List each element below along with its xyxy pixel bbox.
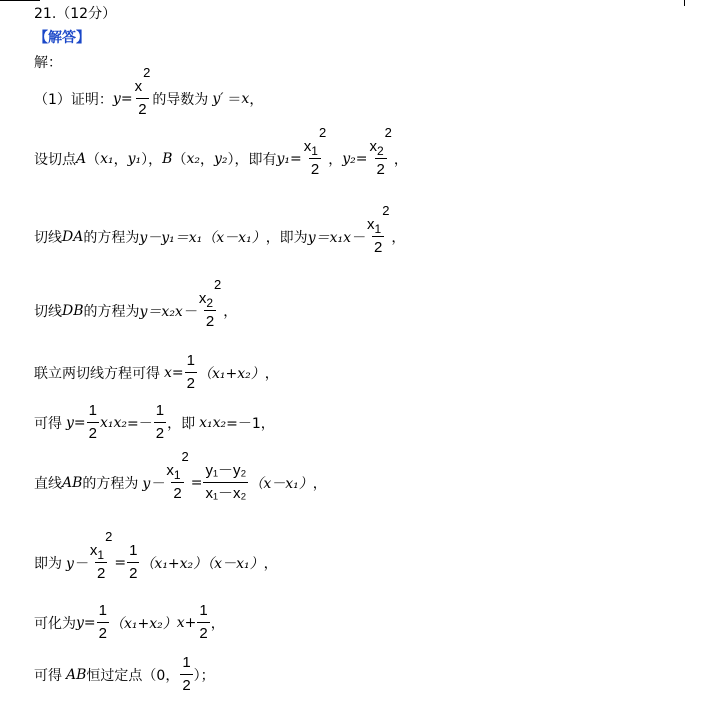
equals: = <box>290 150 302 167</box>
fraction-1-over-2 <box>97 600 109 645</box>
num-x: x <box>134 78 143 95</box>
x-plus: x+ <box>176 614 197 631</box>
paren: ）， <box>141 151 163 168</box>
comma: ， <box>210 615 225 632</box>
text: 可得 <box>34 667 62 684</box>
text: （1）证明： <box>34 91 113 108</box>
comma: ， <box>249 91 264 108</box>
num-x: x <box>198 290 207 307</box>
y1: y₁ <box>127 150 142 167</box>
segment-AB: AB <box>66 666 87 683</box>
numerator-y1-y2: y₁－y₂ <box>205 462 247 479</box>
text: ），即有 <box>227 151 277 168</box>
sub-2: 2 <box>376 144 384 158</box>
paren: （ <box>86 151 101 168</box>
comma: ， <box>391 229 406 246</box>
fraction-1-over-2 <box>185 350 197 395</box>
point-A: A <box>76 150 87 167</box>
y1: y₁ <box>276 150 291 167</box>
denominator: 2 <box>87 422 99 445</box>
line-tangent-points <box>34 125 408 181</box>
text: 可得 <box>34 415 62 432</box>
x1: x₁ <box>100 150 114 167</box>
product-expression: （x₁+x₂）（x－x₁） <box>140 555 264 572</box>
sub-1: 1 <box>374 222 382 236</box>
var-y: y <box>66 414 74 431</box>
problem-header <box>34 3 116 23</box>
line-tangent-DA <box>34 203 406 259</box>
comma: ， <box>312 475 327 492</box>
numerator: 1 <box>186 352 195 369</box>
denominator: 2 <box>171 482 183 505</box>
problem-number: 21.（12分） <box>34 6 117 22</box>
corner-rule <box>684 0 685 6</box>
var-x: x <box>164 364 172 381</box>
solution-label: 解： <box>34 55 62 71</box>
fraction-x2sq-over-2 <box>368 125 392 181</box>
sup-2: 2 <box>318 125 327 140</box>
text: 切线 <box>34 303 62 320</box>
numerator: 1 <box>129 542 138 559</box>
equation-DB: y＝x₂x－ <box>139 303 197 320</box>
line-AB-equation <box>34 449 327 505</box>
line-tangent-DB <box>34 277 238 333</box>
num-x: x <box>367 216 375 233</box>
sub-1: 1 <box>311 144 318 158</box>
numerator <box>303 125 327 158</box>
numerator <box>134 65 152 98</box>
denominator: 2 <box>204 310 216 333</box>
y2: y₂ <box>213 150 228 167</box>
sup-2: 2 <box>214 277 222 292</box>
var-y: y <box>112 90 121 107</box>
equals: = <box>171 364 184 381</box>
fraction-x1sq-over-2 <box>303 125 327 181</box>
close-paren: ）； <box>193 667 215 684</box>
numerator: 1 <box>182 654 191 671</box>
denominator: 2 <box>136 98 148 121</box>
denominator: 2 <box>197 622 209 645</box>
equals: = <box>190 474 203 491</box>
sup-2: 2 <box>143 65 151 80</box>
product-x1-x2: x₁x₂ <box>100 414 128 431</box>
text: 恒过定点（0， <box>86 667 180 684</box>
x2: x₂ <box>186 150 200 167</box>
denominator: 2 <box>372 236 384 259</box>
equals: = <box>120 90 133 107</box>
numerator: 1 <box>98 602 107 619</box>
line-product <box>34 400 275 445</box>
var-x: x <box>241 90 250 107</box>
fraction-1-over-2 <box>87 400 99 445</box>
sup-2: 2 <box>105 529 113 544</box>
comma: ， <box>113 151 128 168</box>
var-y: y <box>76 614 84 631</box>
comma: ， <box>223 303 238 320</box>
text: ，即 <box>167 415 196 432</box>
equals: = <box>355 150 368 167</box>
line-AB-rewritten <box>34 529 278 585</box>
sup-2: 2 <box>384 125 392 140</box>
line-derivative <box>34 65 264 121</box>
equals: = <box>83 614 96 631</box>
fraction-1-over-2 <box>197 600 209 645</box>
sub-1: 1 <box>97 548 105 562</box>
fraction-x2-over-2 <box>134 65 152 121</box>
sub-1: 1 <box>173 468 181 482</box>
fraction-x1sq-over-2 <box>366 203 390 259</box>
numerator: 1 <box>199 602 208 619</box>
denominator: 2 <box>180 674 192 697</box>
y-minus: y－ <box>142 475 165 492</box>
segment-DB: DB <box>62 302 84 319</box>
denominator: 2 <box>375 158 387 181</box>
numerator: 1 <box>88 402 97 419</box>
text: 的方程为 <box>83 229 140 246</box>
denominator: 2 <box>154 422 166 445</box>
equation-DA-simplified: y＝x₁x－ <box>307 229 365 246</box>
sup-2: 2 <box>181 449 189 464</box>
num-x: x <box>369 138 377 155</box>
sup-2: 2 <box>382 203 390 218</box>
fraction-x2sq-over-2 <box>198 277 222 333</box>
line-fixed-point <box>34 652 215 697</box>
fraction-x1sq-over-2 <box>165 449 189 505</box>
comma: ， <box>264 365 279 382</box>
denominator: 2 <box>185 372 197 395</box>
numerator <box>89 529 113 562</box>
numerator <box>368 125 392 158</box>
equals: ＝ <box>227 91 242 108</box>
denominator: 2 <box>309 158 321 181</box>
answer-label-line <box>34 27 90 47</box>
text: 可化为 <box>34 615 76 632</box>
fraction-1-over-2 <box>180 652 192 697</box>
text: 的导数为 <box>152 91 209 108</box>
segment-AB: AB <box>62 474 83 491</box>
text: 的方程为 <box>83 303 140 320</box>
fraction-slope <box>203 460 248 505</box>
sub-2: 2 <box>206 296 214 310</box>
numerator <box>198 277 222 310</box>
sum-x1-x2: （x₁+x₂） <box>197 365 265 382</box>
equals: = <box>73 414 86 431</box>
num-x: x <box>89 542 98 559</box>
text: 即为 <box>34 555 62 572</box>
product-x1-x2: x₁x₂ <box>199 414 227 431</box>
segment-DA: DA <box>62 228 84 245</box>
y-minus: y－ <box>66 555 88 572</box>
line-AB-simplified <box>34 600 225 645</box>
value-minus-one: =－1， <box>226 415 275 432</box>
comma: ， <box>393 151 408 168</box>
var-y-prime: y′ <box>212 90 224 107</box>
point-B: B <box>162 150 173 167</box>
text: 设切点 <box>34 151 76 168</box>
text: ，即为 <box>265 229 308 246</box>
fraction-1-over-2 <box>127 540 139 585</box>
comma: ， <box>263 555 278 572</box>
comma: ， <box>328 151 343 168</box>
answer-label: 【解答】 <box>34 30 90 46</box>
comma: ， <box>199 151 214 168</box>
denominator: 2 <box>127 562 139 585</box>
text: 直线 <box>34 475 62 492</box>
text: 切线 <box>34 229 62 246</box>
equals-minus: =－ <box>127 415 153 432</box>
sum-x1-x2: （x₁+x₂） <box>110 615 177 632</box>
equals: = <box>114 554 127 571</box>
equation-DA: y－y₁＝x₁（x－x₁） <box>139 229 266 246</box>
numerator <box>366 203 390 236</box>
paren: （ <box>172 151 187 168</box>
line-intersection-x <box>34 350 279 395</box>
denominator: 2 <box>95 562 107 585</box>
num-x: x <box>166 462 174 479</box>
denominator-x1-x2: x₁－x₂ <box>203 482 248 505</box>
top-rule <box>0 0 40 1</box>
num-x: x <box>303 138 312 155</box>
solution-label-line <box>34 52 62 72</box>
text: 的方程为 <box>82 475 139 492</box>
y2: y₂ <box>342 150 356 167</box>
text: 联立两切线方程可得 <box>34 365 160 382</box>
numerator <box>165 449 189 482</box>
denominator: 2 <box>97 622 109 645</box>
fraction-x1sq-over-2 <box>89 529 113 585</box>
x-minus-x1: （x－x₁） <box>249 475 313 492</box>
fraction-1-over-2 <box>154 400 166 445</box>
numerator: 1 <box>155 402 165 419</box>
